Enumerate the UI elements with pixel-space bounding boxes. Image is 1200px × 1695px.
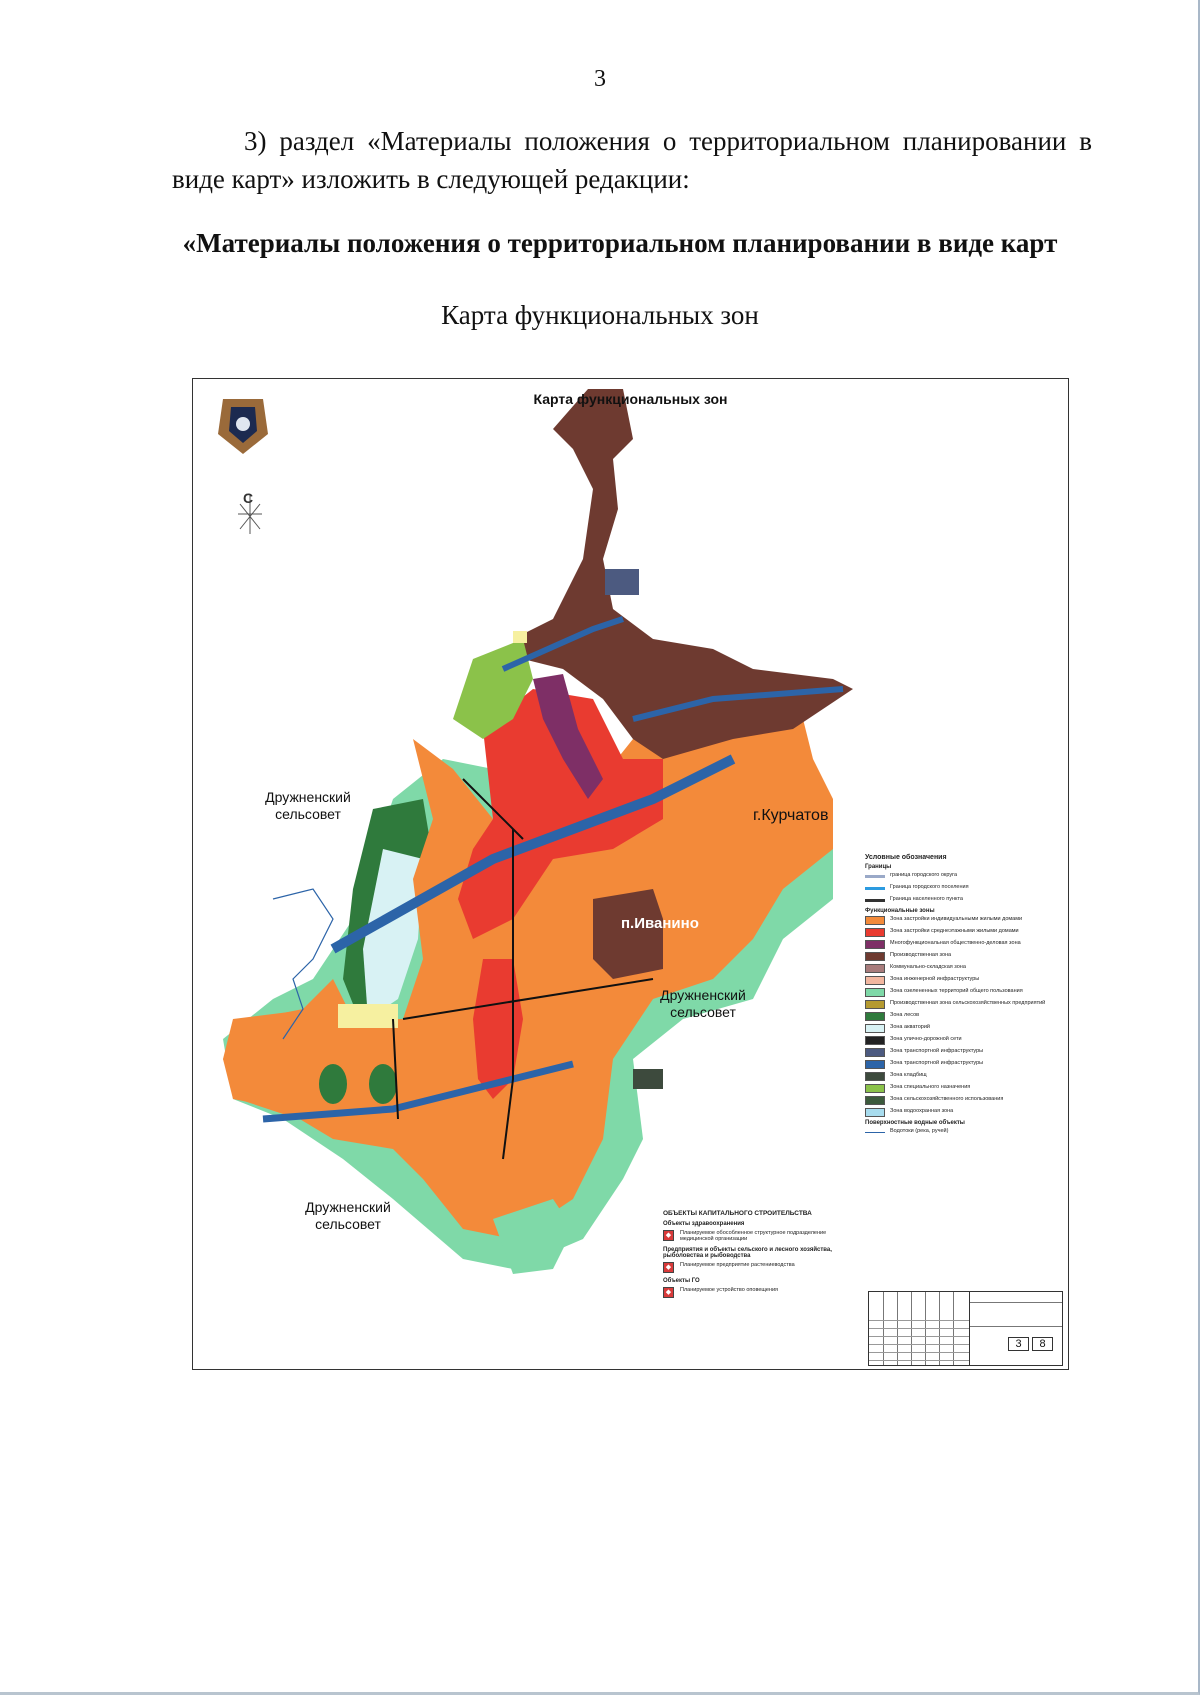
legend-zone-item bbox=[865, 1024, 1065, 1033]
legend-water-label: Водотоки (река, ручей) bbox=[890, 1128, 949, 1134]
legend-zones bbox=[865, 916, 1065, 1117]
label-ivanino: п.Иванино bbox=[621, 915, 699, 932]
legend-zone-item bbox=[865, 1048, 1065, 1057]
legend-zones-title: Функциональные зоны bbox=[865, 908, 935, 914]
label-druzhnensky-west: Дружненский сельсовет bbox=[265, 789, 351, 822]
object-marker-icon: ◆ bbox=[663, 1262, 674, 1273]
legend-border-swatch bbox=[865, 884, 885, 893]
legend-zone-item bbox=[865, 940, 1065, 949]
label-kurchatov: г.Курчатов bbox=[753, 807, 829, 824]
map-legend bbox=[865, 855, 1065, 1140]
legend-zone-label: Зона водоохранная зона bbox=[890, 1108, 954, 1114]
label-druzhnensky-east: Дружненский сельсовет bbox=[660, 987, 746, 1020]
legend-zone-swatch bbox=[865, 1000, 885, 1009]
legend-water-title: Поверхностные водные объекты bbox=[865, 1120, 965, 1126]
body-paragraph: 3) раздел «Материалы положения о территориальном планировании в виде карт» изложить в следующей редакции: bbox=[172, 126, 1092, 194]
legend-zone-label: Зона застройки среднеэтажными жилыми домами bbox=[890, 928, 1019, 934]
objects-group-title: Объекты ГО bbox=[663, 1278, 700, 1284]
legend-zone-label: Зона озелененных территорий общего пользования bbox=[890, 988, 1023, 994]
cemetery-2 bbox=[369, 1064, 397, 1104]
cemetery-block bbox=[633, 1069, 663, 1089]
legend-zone-label: Производственная зона сельскохозяйственных предприятий bbox=[890, 1000, 1046, 1006]
legend-zone-label: Зона инженерной инфраструктуры bbox=[890, 976, 980, 982]
legend-zone-swatch bbox=[865, 1036, 885, 1045]
object-marker-icon: ◆ bbox=[663, 1230, 674, 1241]
cemetery-1 bbox=[319, 1064, 347, 1104]
legend-zone-swatch bbox=[865, 1048, 885, 1057]
legend-zone-swatch bbox=[865, 964, 885, 973]
legend-zone-item bbox=[865, 988, 1065, 997]
legend-zone-swatch bbox=[865, 1072, 885, 1081]
legend-zone-label: Зона акваторий bbox=[890, 1024, 930, 1030]
legend-zone-swatch bbox=[865, 916, 885, 925]
legend-zone-label: Зона транспортной инфраструктуры bbox=[890, 1048, 984, 1054]
map-title: Карта функциональных зон bbox=[533, 391, 728, 407]
map-subheading: Карта функциональных зон bbox=[441, 300, 759, 330]
legend-zone-item bbox=[865, 1000, 1065, 1009]
legend-zone-swatch bbox=[865, 976, 885, 985]
legend-border-swatch bbox=[865, 896, 885, 905]
legend-zone-swatch bbox=[865, 1108, 885, 1117]
legend-zone-label: Зона сельскохозяйственного использования bbox=[890, 1096, 1004, 1102]
legend-zone-swatch bbox=[865, 1096, 885, 1105]
legend-zone-label: Многофункциональная общественно-деловая зона bbox=[890, 940, 1021, 946]
legend-border-item bbox=[865, 872, 1065, 881]
objects-title: ОБЪЕКТЫ КАПИТАЛЬНОГО СТРОИТЕЛЬСТВА bbox=[663, 1210, 812, 1217]
stamp-sheet-number: 3 bbox=[1008, 1337, 1029, 1351]
legend-zone-label: Зона специального назначения bbox=[890, 1084, 971, 1090]
objects-item-label: Планируемое устройство оповещения bbox=[680, 1287, 778, 1293]
legend-zone-item bbox=[865, 928, 1065, 937]
legend-zone-swatch bbox=[865, 988, 885, 997]
legend-border-item bbox=[865, 896, 1065, 905]
legend-border-label: Граница населенного пункта bbox=[890, 896, 963, 902]
objects-group-title: Предприятия и объекты сельского и лесного хозяйства, рыболовства и рыбоводства bbox=[663, 1247, 832, 1259]
legend-zone-item bbox=[865, 1084, 1065, 1093]
objects-item bbox=[663, 1230, 853, 1242]
transport-block-1 bbox=[605, 569, 639, 595]
legend-zone-swatch bbox=[865, 928, 885, 937]
page-number: 3 bbox=[594, 66, 606, 92]
legend-zone-swatch bbox=[865, 1012, 885, 1021]
legend-zone-item bbox=[865, 1036, 1065, 1045]
objects-group-title: Объекты здравоохранения bbox=[663, 1221, 745, 1227]
object-marker-icon: ◆ bbox=[663, 1287, 674, 1298]
agri-zone-yellow-2 bbox=[513, 631, 527, 643]
legend-border-label: Граница городского поселения bbox=[890, 884, 969, 890]
coat-of-arms-icon bbox=[218, 399, 268, 454]
legend-zone-label: Зона застройки индивидуальными жилыми домами bbox=[890, 916, 1023, 922]
legend-zone-item bbox=[865, 976, 1065, 985]
legend-zone-item bbox=[865, 952, 1065, 961]
legend-zone-item bbox=[865, 1060, 1065, 1069]
legend-zone-label: Зона кладбищ bbox=[890, 1072, 927, 1078]
legend-zone-swatch bbox=[865, 1060, 885, 1069]
objects-item bbox=[663, 1262, 853, 1273]
legend-zone-label: Производственная зона bbox=[890, 952, 952, 958]
compass-letter: С bbox=[243, 490, 254, 506]
legend-water-swatch bbox=[865, 1128, 885, 1137]
legend-zone-item bbox=[865, 916, 1065, 925]
stamp-sheets-total: 8 bbox=[1032, 1337, 1053, 1351]
legend-zone-swatch bbox=[865, 1084, 885, 1093]
functional-zones-map bbox=[192, 378, 1069, 1370]
stamp-main bbox=[969, 1292, 1062, 1365]
agri-zone-yellow bbox=[338, 1004, 398, 1028]
legend-border-label: граница городского округа bbox=[890, 872, 958, 878]
label-druzhnensky-south: Дружненский сельсовет bbox=[305, 1199, 391, 1232]
legend-zone-label: Коммунально-складская зона bbox=[890, 964, 966, 970]
legend-zone-swatch bbox=[865, 1024, 885, 1033]
legend-zone-item bbox=[865, 1108, 1065, 1117]
legend-border-item bbox=[865, 884, 1065, 893]
legend-zone-item bbox=[865, 964, 1065, 973]
legend-borders-title: Границы bbox=[865, 864, 892, 870]
objects-item-label: Планируемое предприятие растениеводства bbox=[680, 1262, 795, 1268]
legend-water bbox=[865, 1128, 1065, 1137]
production-ivanino bbox=[593, 889, 663, 979]
objects-item bbox=[663, 1287, 853, 1298]
title-block-stamp bbox=[868, 1291, 1063, 1366]
legend-zone-item bbox=[865, 1012, 1065, 1021]
legend-zone-item bbox=[865, 1072, 1065, 1081]
legend-zone-swatch bbox=[865, 952, 885, 961]
legend-title: Условные обозначения bbox=[865, 854, 947, 861]
legend-zone-label: Зона улично-дорожной сети bbox=[890, 1036, 962, 1042]
legend-border-swatch bbox=[865, 872, 885, 881]
legend-borders bbox=[865, 872, 1065, 905]
objects-groups bbox=[663, 1221, 853, 1298]
section-heading: «Материалы положения о территориальном планировании в виде карт bbox=[182, 228, 1058, 258]
capital-objects-legend bbox=[663, 1211, 853, 1303]
legend-zone-label: Зона лесов bbox=[890, 1012, 920, 1018]
legend-water-item bbox=[865, 1128, 1065, 1137]
legend-zone-label: Зона транспортной инфраструктуры bbox=[890, 1060, 984, 1066]
legend-zone-item bbox=[865, 1096, 1065, 1105]
objects-item-label: Планируемое обособленное структурное подразделение медицинской организации bbox=[680, 1230, 827, 1242]
legend-zone-swatch bbox=[865, 940, 885, 949]
